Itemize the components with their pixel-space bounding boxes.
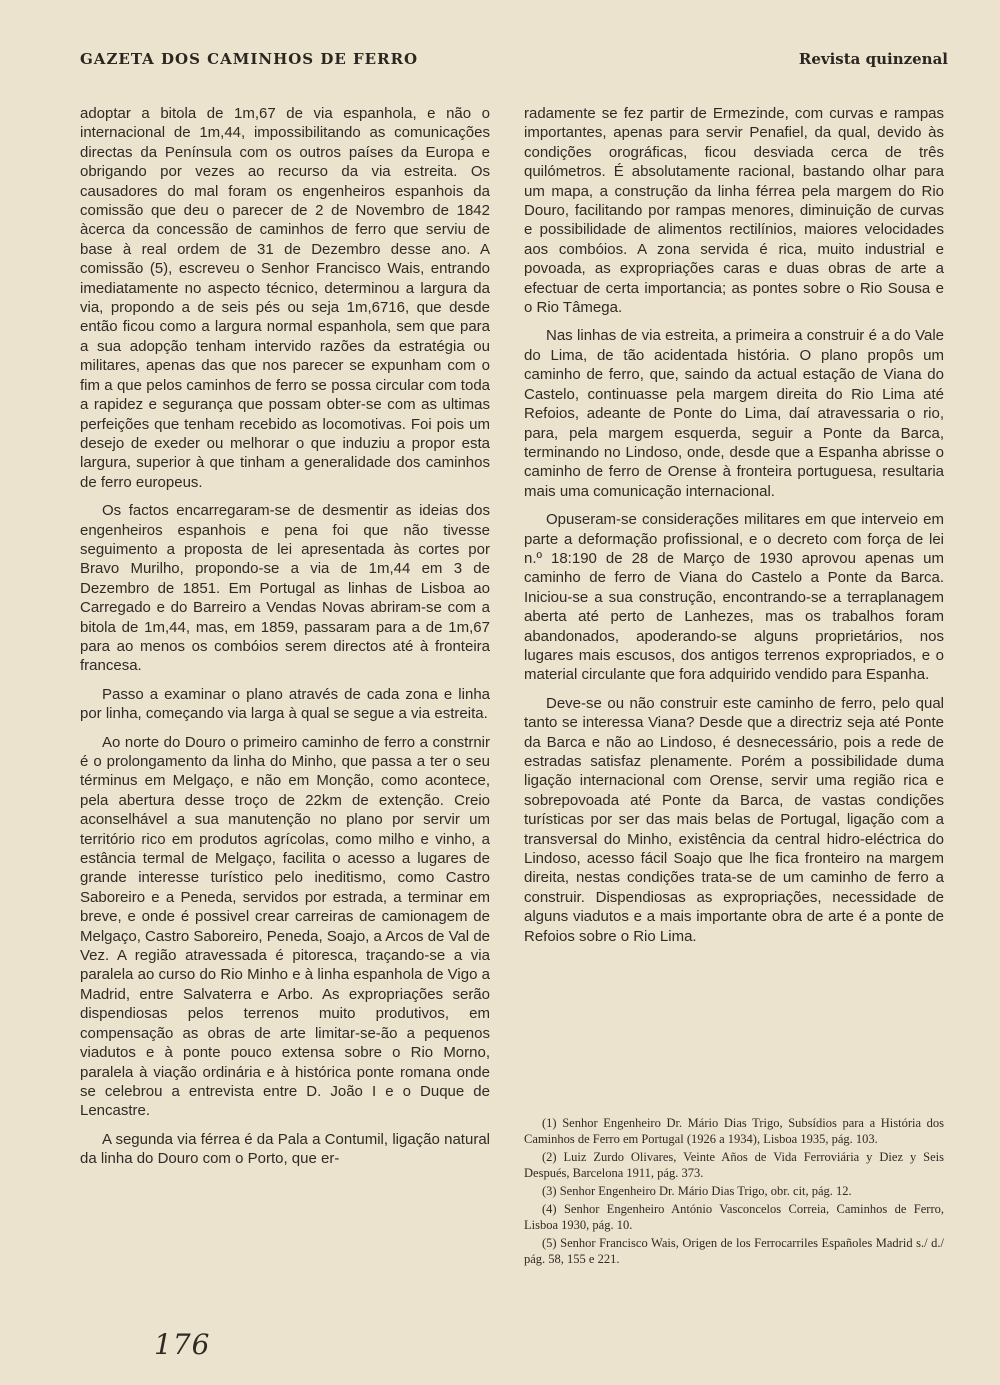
- footnotes: [524, 1115, 944, 1269]
- footnote: (1) Senhor Engenheiro Dr. Mário Dias Trigo, Subsídios para a História dos Caminhos de Ferro em Portugal (1926 a 1934), Lisboa 1935, pág. 103.: [524, 1116, 944, 1146]
- paragraph: Deve-se ou não construir este caminho de ferro, pelo qual tanto se interessa Viana? Desde que a directriz seja até Ponte da Barca e não ao Lindoso, é desnecessário, pois a rede de estradas satisfaz plenamente. Porém a possibilidade duma ligação internacional com Orense, servir uma região rica e sobrepovoada até Ponte da Barca, de vastas condições turísticas por ser das mais belas de Portugal, ligação com a transversal do Minho, existência da central hidro-eléctrica do Lindoso, acesso fácil Soajo que lhe fica fronteiro na margem direita, nestas condições trata-se de um caminho de ferro a construir. Dispendiosas as expropriações, necessidade de alguns viadutos e a mais importante obra de arte é a ponte de Refoios sobre o Rio Lima.: [524, 694, 944, 945]
- paragraph: Ao norte do Douro o primeiro caminho de ferro a constrnir é o prolongamento da linha do Minho, que passa a ter o seu términus em Melgaço, e não em Monção, como acontece, pela abertura desse troço de 22km de extenção. Creio aconselhável a sua manutenção no plano por servir um território rico em produtos agrícolas, como milho e vinho, a estância termal de Melgaço, facilita o acesso a lugares de grande interesse turístico pelo ineditismo, como Castro Saboreiro e a Peneda, servidos por estrada, a terminar em breve, e onde é possivel crear carreiras de camionagem de Melgaço, Castro Saboreiro, Peneda, Soajo, a Arcos de Val de Vez. A região atravessada é pitoresca, traçando-se a via paralela ao curso do Rio Minho e à linha espanhola de Vigo a Madrid, entre Salvaterra e Arbo. As expropriações serão dispendiosas pelos terrenos muito produtivos, em compensação as obras de arte limitar-se-ão a pequenos viadutos e à ponte pouco extensa sobre o Rio Morno, paralela à viação ordinária e à histórica ponte romana onde se celebrou a entrevista entre D. João I e o Duque de Lencastre.: [80, 733, 490, 1120]
- footnote: (5) Senhor Francisco Wais, Origen de los Ferrocarriles Españoles Madrid s./ d./ pág. 58, 155 e 221.: [524, 1236, 944, 1266]
- paragraph: A segunda via férrea é da Pala a Contumil, ligação natural da linha do Douro com o Porto, que er-: [80, 1130, 490, 1168]
- paragraph: Passo a examinar o plano através de cada zona e linha por linha, começando via larga à qual se segue a via estreita.: [80, 685, 490, 723]
- paragraph: Os factos encarregaram-se de desmentir as ideias dos engenheiros espanhois e pena foi que não tivesse seguimento a proposta de lei apresentada às cortes por Bravo Murilho, propondo-se a via de 1m,44 em 3 de Dezembro de 1851. Em Portugal as linhas de Lisboa ao Carregado e do Barreiro a Vendas Novas abriram-se com a bitola de 1m,44, mas, em 1859, passaram para a de 1m,67 para ao menos os combóios serem directos até à fronteira francesa.: [80, 502, 490, 675]
- paragraph: Nas linhas de via estreita, a primeira a construir é a do Vale do Lima, de tão acidentada história. O plano propôs um caminho de ferro, que, saindo da actual estação de Viana do Castelo, continuasse pela margem direita do Rio Lima até Refoios, adeante de Ponte do Lima, daí atravessaria o rio, para, pela margem esquerda, seguir a Ponte da Barca, terminando no Lindoso, onde, desde que a Espanha abrisse o caminho de ferro de Orense à fronteira portuguesa, resultaria mais uma comunicação internacional.: [524, 327, 944, 500]
- page-number: 176: [154, 1328, 211, 1361]
- journal-title: GAZETA DOS CAMINHOS DE FERRO: [80, 50, 419, 68]
- footnote: (3) Senhor Engenheiro Dr. Mário Dias Trigo, obr. cit, pág. 12.: [542, 1184, 852, 1198]
- paragraph: adoptar a bitola de 1m,67 de via espanhola, e não o internacional de 1m,44, impossibilitando as comunicações directas da Península com os outros países da Europa e obrigando por vezes ao recurso da via estreita. Os causadores do mal foram os engenheiros espanhois da comissão que deu o parecer de 2 de Novembro de 1842 àcerca da concessão de caminhos de ferro que serviu de base à real ordem de 31 de Dezembro desse ano. A comissão (5), escreveu o Senhor Francisco Wais, entrando imediatamente no aspecto técnico, determinou a largura da via, propondo a de seis pés ou seja 1m,6716, que desde então ficou como a largura normal espanhola, sem que para a sua adopção tenham intervido razões da estratégia ou militares, apenas das que nos parecer se expunham com o fim a que pelos caminhos de ferro se possa circular com toda a rapidez e segurança que possam obter-se com as ultimas perfeições que tenham recebido as locomotivas. Foi pois um desejo de exeder ou melhorar o que induziu a propor esta largura, superior à que tinham a generalidade dos caminhos de ferro europeus.: [80, 105, 490, 491]
- footnote: (4) Senhor Engenheiro António Vasconcelos Correia, Caminhos de Ferro, Lisboa 1930, pág. 10.: [524, 1202, 944, 1232]
- footnote: (2) Luiz Zurdo Olivares, Veinte Años de Vida Ferroviária y Diez y Seis Después, Barcelona 1911, pág. 373.: [524, 1150, 944, 1180]
- right-column: [524, 104, 944, 946]
- left-column: [80, 104, 490, 1169]
- paragraph: radamente se fez partir de Ermezinde, com curvas e rampas importantes, apenas para servir Penafiel, da qual, devido às condições orográficas, ficou desviada cerca de três quilómetros. É absolutamente racional, bastando olhar para um mapa, a construção da linha férrea pela margem do Rio Douro, facilitando por rampas menores, diminuição de curvas e possibilidade de alimentos rectilínios, maiores velocidades aos combóios. A zona servida é rica, muito industrial e povoada, as expropriações caras e duas obras de arte a efectuar de certa importancia; as pontes sobre o Rio Sousa e o Rio Tâmega.: [524, 105, 944, 317]
- journal-subtitle: Revista quinzenal: [798, 50, 948, 68]
- paragraph: Opuseram-se considerações militares em que interveio em parte a deformação profissional, e o decreto com força de lei n.º 18:190 de 28 de Março de 1930 aprovou apenas um caminho de ferro de Viana do Castelo a Ponte da Barca. Iniciou-se a sua construção, encontrando-se a terraplanagem aberta até perto de Lanhezes, mas os trabalhos foram abandonados, apoderando-se alguns proprietários, nos lugares mais escusos, dos antigos terrenos expropriados, e o material circulante que fora adquirido vendido para Espanha.: [524, 511, 944, 684]
